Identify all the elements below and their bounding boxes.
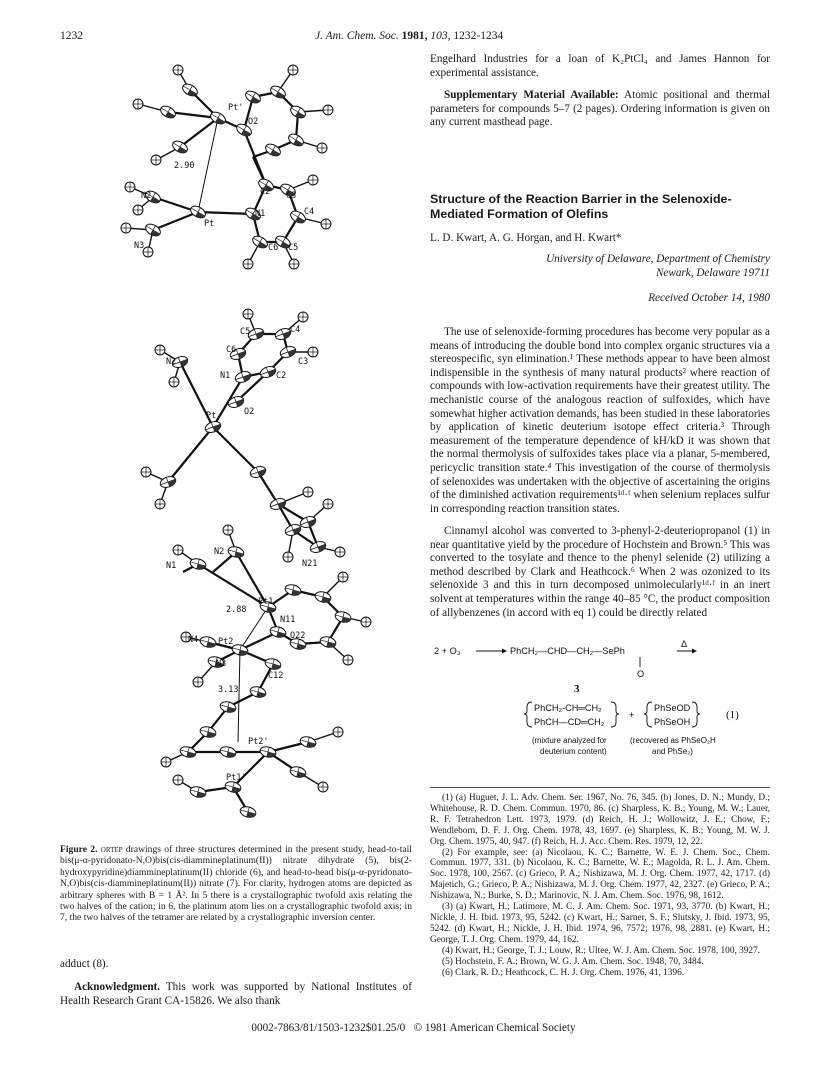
hydrogen-atom <box>143 247 153 257</box>
page-footer <box>0 1022 827 1034</box>
ortep-drawings <box>108 52 408 830</box>
heavy-atom-ellipsoid <box>251 234 270 251</box>
atom-ellipsoids <box>121 65 371 819</box>
atom-label: C6 <box>268 243 279 253</box>
heavy-atom-ellipsoid <box>244 89 263 106</box>
eq-chain: PhCH₂—CHD—CH₂—SePh <box>510 646 625 656</box>
hydrogen-atom <box>173 65 183 75</box>
caption-text: drawings of three structures determined in the present study, head-to-tail bis(μ-α-pyridonato-N,O)bis(cis-diammineplatinum(II)) nitrate dihydrate (5), bis(2-hydroxypyridine)diammineplatinum(II) chloride (6), and head-to-head bis(μ-α-pyridonato-N,O)bis(cis-diammineplatinum(II)) nitrate (7). For clarity, hydrogen atoms are depicted as arbitrary spheres with B = 1 Å². In 5 there is a crystallographic twofold axis relating the two halves of the cation; in 6, the platinum atom lies on a crystallographic twofold axis; in 7, the two halves of the tetramer are related by a crystallographic inversion center. <box>60 844 412 924</box>
atom-label: 2.88 <box>226 605 247 615</box>
atom-label: C3 <box>286 191 297 201</box>
heavy-atom-ellipsoid <box>144 222 163 239</box>
heavy-atom-ellipsoid <box>219 745 237 759</box>
atom-label: N11 <box>280 615 296 625</box>
hydrogen-atom <box>223 525 233 535</box>
heavy-atom-ellipsoid <box>231 643 249 657</box>
reference-6: (6) Clark, R. D.; Heathcock, C. H. J. Org. Chem. 1976, 41, 1396. <box>442 967 685 978</box>
hydrogen-atom <box>133 99 143 109</box>
heavy-atom-ellipsoid <box>269 497 287 512</box>
eq-oxygen: O <box>637 669 645 679</box>
atom-label: C2 <box>276 371 287 381</box>
hydrogen-atom <box>155 499 165 509</box>
reference-1: (1) (a) Huguet, J. L. Adv. Chem. Ser. 1967, No. 76, 345. (b) Jones, D. N.; Mundy, D.; Whitehouse, R. D. Chem. Commun. 1970, 86. (c) Sharpless, K. B.; Young, M. W.; Lauer, R. F. Tetrahedron Lett. 1973, 1979. (d) Reich, H. J.; Wollowitz, J. E.; Chow, F.; Wendleborn, D. F. J. Org. Chem. 1978, 43, 1697. (e) Sharpless, K. B.; Young, M. W. J. Org. Chem. 1975, 40, 947. (f) Reich, H. J. Acc. Chem. Res. 1979, 12, 22. <box>430 793 770 847</box>
atom-label: C3 <box>298 357 309 367</box>
atom-label: O22 <box>290 631 306 641</box>
atom-label: C5 <box>288 243 299 253</box>
article-title: Structure of the Reaction Barrier in the Selenoxide-Mediated Formation of Olefins <box>430 192 732 221</box>
eq-note-right-2: and PhSe₂) <box>652 747 693 756</box>
hydrogen-atom <box>193 677 203 687</box>
hydrogen-atom <box>161 757 171 767</box>
heavy-atom-ellipsoid <box>159 104 178 121</box>
hydrogen-atom <box>361 617 371 627</box>
eq-product-2: PhCH—CD═CH₂ <box>534 717 605 727</box>
atom-label: N2 <box>214 547 225 557</box>
body-paragraph-1: The use of selenoxide-forming procedures has become very popular as a means of introducing the double bond into complex organic structures via a stereospecific, syn elimination.¹ These methods appear to have been almost indispensible in the synthesis of many natural products² where reaction of compounds with low-activation requirements have their greatest utility. The mechanistic course of the analogous reaction of sulfoxides, which have somewhat higher activation demands, has been studied in these laboratories by application of kinetic deuterium isotope effect criteria.³ Through measurement of the temperature dependence of kH/kD it was shown that the normal thermolysis of sulfoxides takes place via a planar, 5-membered, pericyclic transition state.⁴ This investigation of the course of thermolysis of selenoxides was undertaken with the objective of ascertaining the origins of the diminished activation requirements¹ᵈ·ᶠ when selenium replaces sulfur in corresponding reaction transition states. <box>430 326 770 515</box>
atom-label: O2 <box>248 117 259 127</box>
atom-label: Pt1 <box>258 597 274 607</box>
heavy-atom-ellipsoid <box>159 475 177 490</box>
atom-label: N1 <box>255 209 266 219</box>
atom-label: C5 <box>240 327 251 337</box>
hydrogen-atom <box>288 65 298 75</box>
atom-label: C2 <box>260 187 271 197</box>
acknowledgment-text: This work was supported by National Institutes of Health Research Grant CA-15826. We also thank <box>60 981 412 1007</box>
hydrogen-atom <box>343 655 353 665</box>
hydrogen-atom <box>298 312 308 322</box>
hydrogen-atom <box>338 572 348 582</box>
reference-5: (5) Hochstein, F. A.; Brown, W. G. J. Am. Chem. Soc. 1948, 70, 3484. <box>442 956 704 967</box>
heavy-atom-ellipsoid <box>239 805 257 819</box>
atom-label: C12 <box>268 671 284 681</box>
eq-product-1: PhCH₂-CH═CH₂ <box>534 703 602 713</box>
body-paragraph-2: Cinnamyl alcohol was converted to 3-phenyl-2-deuteriopropanol (1) in near quantitative yield by the procedure of Hochstein and Brown.⁵ This was converted to the tosylate and thence to the phenyl selenide (2) utilizing a method described by Clark and Heathcock.⁶ When 2 was ozonized to its selenoxide 3 and this in turn decomposed unimolecularly¹ᵈ·ᶠ in an inert solvent at temperatures within the range 40–85 °C, the product composition of allybenzenes (in accord with eq 1) could be directly related <box>430 525 770 619</box>
reference-2: (2) For example, see: (a) Nicolaou, K. C.; Barnette, W. E. J. Chem. Soc., Chem. Commun. 1977, 331. (b) Nicolaou, K. C.; Barnette, W. E.; Magolda, R. L. J. Am. Chem. Soc. 1978, 100, 2567. (c) Grieco, P. A.; Nishizawa, M. J. Org. Chem. 1977, 42, 1717. (d) Majetich, G.; Grieco, P. A.; Nishizawa, M. J. Org. Chem. 1977, 42, 2327. (e) Grieco, P. A.; Nishizawa, N.; Burke, S. D.; Marinovic, N. J. Am. Chem. Soc. 1976, 98, 1612. <box>430 847 770 902</box>
hydrogen-atom <box>141 467 151 477</box>
eq-arrowhead-2 <box>692 649 697 654</box>
affiliation-line-1: University of Delaware, Department of Chemistry <box>546 253 770 265</box>
copyright: © 1981 American Chemical Society <box>413 1022 576 1034</box>
heavy-atom-ellipsoid <box>264 142 283 159</box>
hydrogen-atom <box>151 155 161 165</box>
heavy-atom-ellipsoid <box>287 132 306 149</box>
eq-brace-right-open <box>644 702 652 727</box>
bond <box>258 472 278 504</box>
atom-label: Pt' <box>228 103 244 113</box>
atom-label: Pt <box>206 411 217 421</box>
running-header <box>0 30 827 46</box>
atom-label: N21 <box>302 559 318 569</box>
bond <box>213 427 258 472</box>
eq-selenium-1: PhSeOD <box>654 703 691 713</box>
supplementary-label: Supplementary Material Available: <box>444 89 619 101</box>
eq-number: (1) <box>726 709 739 721</box>
hydrogen-atom <box>155 345 165 355</box>
hydrogen-atom <box>308 347 318 357</box>
eq-arrowhead-1 <box>502 649 507 654</box>
hydrogen-atom <box>323 499 333 509</box>
atom-label: N4 <box>188 635 199 645</box>
eq-delta: Δ <box>681 640 688 649</box>
ortep-figure <box>108 52 408 830</box>
atom-label: N1 <box>220 371 231 381</box>
hydrogen-atom <box>121 223 131 233</box>
atom-label: C4 <box>304 207 315 217</box>
eq-lhs: 2 + O₃ <box>434 646 461 656</box>
hydrogen-atom <box>173 545 183 555</box>
hydrogen-atom <box>243 259 253 269</box>
eq-note-left-2: deuterium content) <box>540 747 607 756</box>
atom-label: O2 <box>244 407 255 417</box>
eq-brace-left-close <box>611 702 619 727</box>
figure-label: Figure 2. <box>60 844 98 855</box>
journal-year: 1981, <box>401 30 428 42</box>
atom-label: C4 <box>290 325 301 335</box>
atom-label: Pt2' <box>248 737 269 747</box>
eq-brace-left-open <box>524 702 532 727</box>
atom-label: N2 <box>141 191 152 201</box>
acknowledgment-label: Acknowledgment. <box>74 981 161 993</box>
reference-3: (3) (a) Kwart, H.; Latimore, M. C. J. Am. Chem. Soc. 1971, 93, 3770. (b) Kwart, H.; Nickle, J. H. Ibid. 1973, 95, 5242. (c) Kwart, H.; Sarner, S. F.; Slutsky, J. Ibid. 1973, 95, 5242. (d) Kwart, H.; Nickle, J. H. Ibid. 1974, 96, 7572; 1976, 98, 2881. (e) Kwart, H.; George, T. J. Org. Chem. 1979, 44, 162. <box>430 902 770 945</box>
eq-selenium-2: PhSeOH <box>654 717 691 727</box>
hydrogen-atom <box>321 219 331 229</box>
bond <box>238 650 240 742</box>
acknowledgment <box>60 981 412 1008</box>
atom-label: N2 <box>166 357 177 367</box>
article-authors: L. D. Kwart, A. G. Horgan, and H. Kwart* <box>430 232 622 244</box>
eq-compound-number: 3 <box>574 683 580 695</box>
eq-plus: + <box>629 710 635 720</box>
heavy-atom-ellipsoid <box>189 204 208 221</box>
bond <box>168 427 213 482</box>
atom-label: N3 <box>134 241 145 251</box>
supplementary-material <box>430 89 770 130</box>
atom-label: N3 <box>216 659 227 669</box>
heavy-atom-ellipsoid <box>249 685 267 699</box>
reference-4: (4) Kwart, H.; George, T. J.; Louw, R.; Ultee, W. J. Am. Chem. Soc. 1978, 100, 3927. <box>442 945 761 956</box>
hydrogen-atom <box>323 105 333 115</box>
heavy-atom-ellipsoid <box>199 635 217 649</box>
heavy-atom-ellipsoid <box>264 657 282 671</box>
footnote-rule <box>430 787 770 788</box>
bond-lines <box>126 70 366 812</box>
journal-name: J. Am. Chem. Soc. <box>315 30 399 42</box>
hydrogen-atom <box>283 552 293 562</box>
article-code: 0002-7863/81/1503-1232$01.25/0 <box>251 1022 406 1034</box>
atom-label: C6 <box>226 345 237 355</box>
journal-volume: 103, <box>430 30 451 42</box>
atom-labels <box>134 103 317 783</box>
hydrogen-atom <box>308 175 318 185</box>
atom-label: Pt1' <box>226 773 247 783</box>
references <box>430 793 770 978</box>
heavy-atom-ellipsoid <box>189 785 207 799</box>
eq-note-right-1: (recovered as PhSeO₂H <box>630 736 716 745</box>
previous-article-thanks: Engelhard Industries for a loan of K₂PtCl₄ and James Hannon for experimental assistance. <box>430 53 770 79</box>
atom-label: Pt <box>204 219 215 229</box>
article-affiliation <box>430 253 770 280</box>
eq-note-left-1: (mixture analyzed for <box>532 736 607 745</box>
equation-1 <box>430 640 770 780</box>
heavy-atom-ellipsoid <box>219 700 237 714</box>
ortep-word: ortep <box>100 844 123 855</box>
journal-pages: 1232-1234 <box>453 30 504 42</box>
supplementary-text: Atomic positional and thermal parameters for compounds 5–7 (2 pages). Ordering information is given on any current masthead page. <box>430 89 771 129</box>
hydrogen-atom <box>243 309 253 319</box>
hydrogen-atom <box>289 259 299 269</box>
affiliation-line-2: Newark, Delaware 19711 <box>655 266 770 279</box>
hydrogen-atom <box>333 727 343 737</box>
hydrogen-atom <box>125 182 135 192</box>
received-date: Received October 14, 1980 <box>648 292 770 304</box>
hydrogen-atom <box>173 775 183 785</box>
hydrogen-atom <box>317 143 327 153</box>
adduct-text: adduct (8). <box>60 958 109 970</box>
page-number: 1232 <box>60 30 83 42</box>
heavy-atom-ellipsoid <box>299 735 317 749</box>
heavy-atom-ellipsoid <box>234 370 252 385</box>
atom-label: N1 <box>166 561 177 571</box>
bond <box>244 130 266 185</box>
hydrogen-atom <box>133 205 143 215</box>
atom-label: Pt2 <box>218 637 234 647</box>
hydrogen-atom <box>303 487 313 497</box>
hydrogen-atom <box>318 782 328 792</box>
hydrogen-atom <box>335 547 345 557</box>
bond <box>153 212 198 230</box>
atom-label: 2.90 <box>174 161 195 171</box>
equation-graphic <box>430 640 770 780</box>
atom-label: 3.13 <box>218 685 239 695</box>
figure-caption <box>60 844 412 924</box>
journal-citation <box>315 30 503 42</box>
hydrogen-atom <box>169 377 179 387</box>
eq-brace-right-close <box>692 702 700 727</box>
bond <box>198 212 253 214</box>
